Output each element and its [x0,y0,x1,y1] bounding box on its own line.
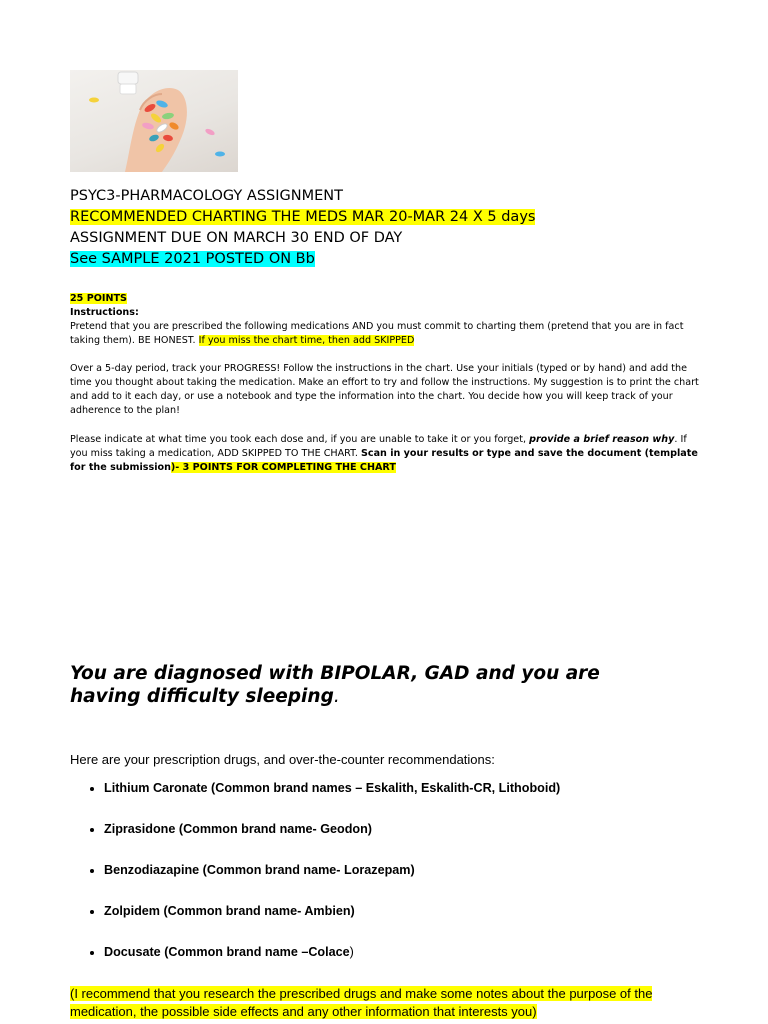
drug-docusate [104,943,684,984]
instructions-paragraph-3-a: Please indicate at what time you took each dose and, if you are unable to take it or you forget, [70,434,530,445]
points-label [70,292,700,306]
instructions-paragraph-3 [70,433,700,475]
due-date: ASSIGNMENT DUE ON MARCH 30 END OF DAY [70,230,403,246]
drug-lithium-text: Lithium Caronate (Common brand names – Eskalith, Eskalith-CR, Lithoboid) [104,781,561,795]
instructions-paragraph-1-text: Pretend that you are prescribed the following medications AND you must commit to charting them (pretend that you are in fact taking them). BE HONEST. [70,321,684,346]
diagnosis-statement [70,662,670,708]
brief-reason-emphasis: provide a brief reason why [529,434,675,445]
scan-results-note: Scan in your results or type and save the document (template for the submission [70,448,698,473]
drug-list [84,779,684,984]
charting-dates-text: RECOMMENDED CHARTING THE MEDS MAR 20-MAR 24 X 5 days [70,209,536,225]
instructions-paragraph-2: Over a 5-day period, track your PROGRESS! Follow the instructions in the chart. Use your initials (typed or by hand) and add the time you thought about taking the medication. Make an effort to try and follow the instructions. My suggestion is to print the chart and add to it each day, or use a notebook and type the information into the chart. You decide how you will keep track of your adherence to the plan! [70,363,699,416]
pills-in-hand-icon [70,70,238,172]
drug-benzodiazapine [104,861,684,902]
drug-docusate-text: Docusate (Common brand name –Colace [104,945,350,959]
instructions-paragraph-3-c: . If you miss taking a medication, ADD SKIPPED TO THE CHART. [70,434,687,459]
points-text: 25 POINTS [70,293,127,304]
instructions-paragraph-1 [70,320,700,348]
assignment-title: PSYC3-PHARMACOLOGY ASSIGNMENT [70,188,343,204]
diagnosis-period: . [333,686,340,707]
drug-lithium [104,779,684,820]
research-recommendation [70,985,710,1020]
charting-dates [70,207,535,228]
diagnosis-text: You are diagnosed with BIPOLAR, GAD and you are having difficulty sleeping [70,663,600,707]
sample-note [70,249,315,270]
sample-note-text: See SAMPLE 2021 POSTED ON Bb [70,251,315,267]
instructions-title: Instructions: [70,307,139,318]
drug-zolpidem-text: Zolpidem (Common brand name- Ambien) [104,904,355,918]
skipped-note: If you miss the chart time, then add SKIPPED [198,335,415,346]
drug-zolpidem [104,902,684,943]
drug-benzodiazapine-text: Benzodiazapine (Common brand name- Lorazepam) [104,863,415,877]
chart-points-note: )- 3 POINTS FOR COMPLETING THE CHART [170,462,396,473]
drug-ziprasidone [104,820,684,861]
drug-docusate-paren: ) [349,945,354,959]
pills-in-hand-photo [70,70,238,172]
research-recommendation-text: (I recommend that you research the prescribed drugs and make some notes about the purpose of the medication, the possible side effects and any other information that interests you) [70,986,653,1019]
prescription-intro: Here are your prescription drugs, and over-the-counter recommendations: [70,752,495,767]
drug-ziprasidone-text: Ziprasidone (Common brand name- Geodon) [104,822,372,836]
